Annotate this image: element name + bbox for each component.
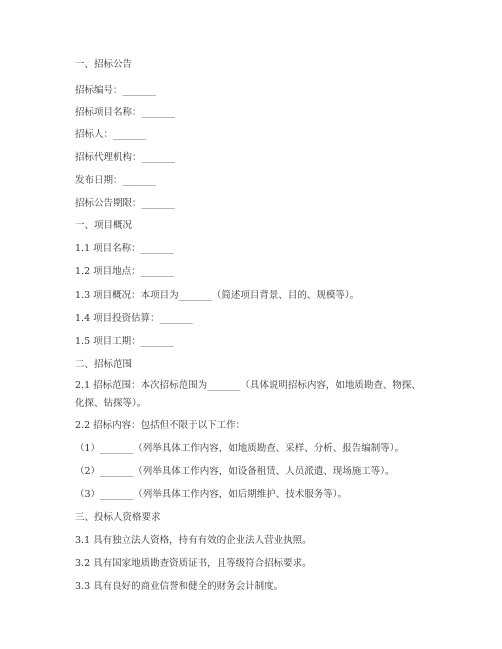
- field-bid-number: 招标编号：_______: [75, 85, 156, 96]
- work-item-1: （1）_______（列举具体工作内容，如地质勘查、采样、分析、报告编制等）。: [75, 443, 405, 454]
- item-3-2: 3.2 具有国家地质勘查资质证书，且等级符合招标要求。: [75, 558, 312, 569]
- item-3-1: 3.1 具有独立法人资格，持有有效的企业法人营业执照。: [75, 535, 312, 546]
- item-3-3: 3.3 具有良好的商业信誉和健全的财务会计制度。: [75, 581, 284, 592]
- item-2-1: 2.1 招标范围：本次招标范围为_______（具体说明招标内容，如地质勘查、物探、化探、钻探等）。: [75, 380, 421, 409]
- heading-bidder-qualifications: 三、投标人资格要求: [75, 512, 161, 523]
- heading-project-overview: 一、项目概况: [75, 220, 133, 231]
- field-agency: 招标代理机构：_______: [75, 152, 175, 163]
- field-project-name: 招标项目名称：_______: [75, 107, 175, 118]
- work-item-2: （2）_______（列举具体工作内容，如设备租赁、人员派遣、现场施工等）。: [75, 466, 395, 477]
- item-1-4: 1.4 项目投资估算：_______: [75, 313, 193, 324]
- heading-bid-scope: 二、招标范围: [75, 359, 133, 370]
- item-1-1: 1.1 项目名称：_______: [75, 243, 174, 254]
- heading-announcement: 一、招标公告: [75, 59, 133, 70]
- item-1-2: 1.2 项目地点：_______: [75, 266, 174, 277]
- field-announcement-period: 招标公告期限：_______: [75, 198, 175, 209]
- item-1-5: 1.5 项目工期：_______: [75, 336, 174, 347]
- field-release-date: 发布日期：_______: [75, 175, 156, 186]
- field-tenderer: 招标人：_______: [75, 129, 147, 140]
- work-item-3: （3）_______（列举具体工作内容，如后期维护、技术服务等）。: [75, 489, 348, 500]
- item-2-2: 2.2 招标内容：包括但不限于以下工作：: [75, 420, 246, 431]
- item-1-3: 1.3 项目概况：本项目为_______（简述项目背景、目的、规模等）。: [75, 290, 360, 301]
